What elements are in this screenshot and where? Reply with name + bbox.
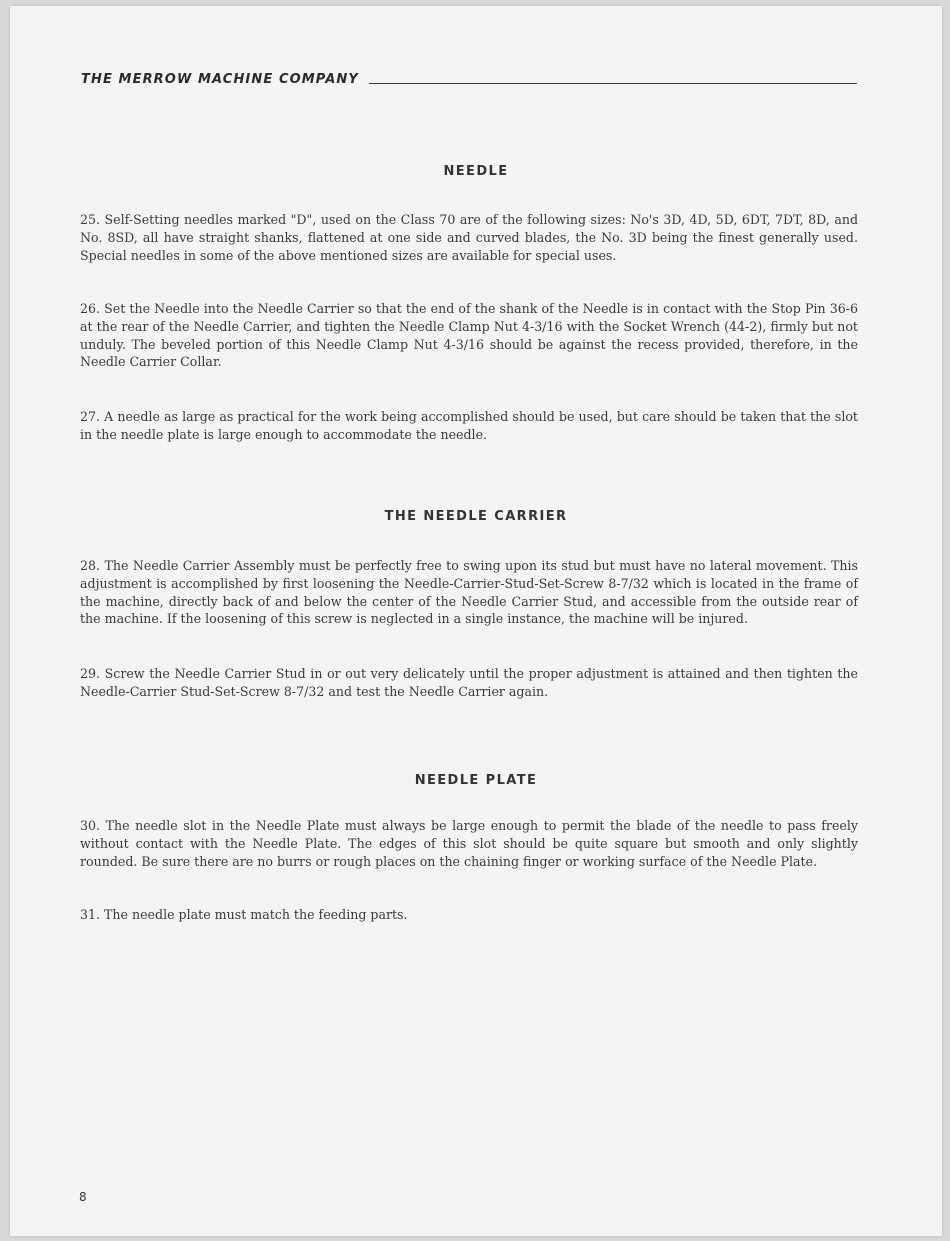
- paragraph-28: 28. The Needle Carrier Assembly must be perfectly free to swing upon its stud but must have no lateral movement. This adjustment is accomplished by first loosening the Needle-Carrier-Stud-Set-Screw 8-7/32 which is located in the frame of the machine, directly back of and below the center of the Needle Carrier Stud, and accessible from the outside rear of the machine. If the loosening of this screw is neglected in a single instance, the machine will be injured.: [80, 558, 858, 627]
- section-title-needle: NEEDLE: [443, 164, 509, 179]
- paragraph-30: 30. The needle slot in the Needle Plate must always be large enough to permit the blade of the needle to pass freely without contact with the Needle Plate. The edges of this slot should be quite square but smooth and only slightly rounded. Be sure there are no burrs or rough places on the chaining finger or working surface of the Needle Plate.: [80, 818, 858, 869]
- paragraph-27: 27. A needle as large as practical for the work being accomplished should be used, but care should be taken that the slot in the needle plate is large enough to accommodate the needle.: [80, 409, 858, 442]
- paragraph-31: 31. The needle plate must match the feeding parts.: [80, 907, 408, 922]
- header-rule: [369, 83, 857, 84]
- paragraph-25: 25. Self-Setting needles marked "D", used on the Class 70 are of the following sizes: No's 3D, 4D, 5D, 6DT, 7DT, 8D, and No. 8SD, all have straight shanks, flattened at one side and curved blades, the No. 3D being the finest generally used. Special needles in some of the above mentioned sizes are available for special uses.: [80, 212, 858, 263]
- running-header: [81, 72, 857, 87]
- paragraph-26: 26. Set the Needle into the Needle Carrier so that the end of the shank of the Needle is in contact with the Stop Pin 36-6 at the rear of the Needle Carrier, and tighten the Needle Clamp Nut 4-3/16 with the Socket Wrench (44-2), firmly but not unduly. The beveled portion of this Needle Clamp Nut 4-3/16 should be against the recess provided, therefore, in the Needle Carrier Collar.: [80, 301, 858, 370]
- page-number: 8: [79, 1190, 87, 1204]
- section-title-needle-carrier: THE NEEDLE CARRIER: [384, 509, 568, 524]
- company-name: THE MERROW MACHINE COMPANY: [81, 72, 359, 87]
- section-title-needle-plate: NEEDLE PLATE: [414, 773, 538, 788]
- paragraph-29: 29. Screw the Needle Carrier Stud in or out very delicately until the proper adjustment is attained and then tighten the Needle-Carrier Stud-Set-Screw 8-7/32 and test the Needle Carrier again.: [80, 666, 858, 699]
